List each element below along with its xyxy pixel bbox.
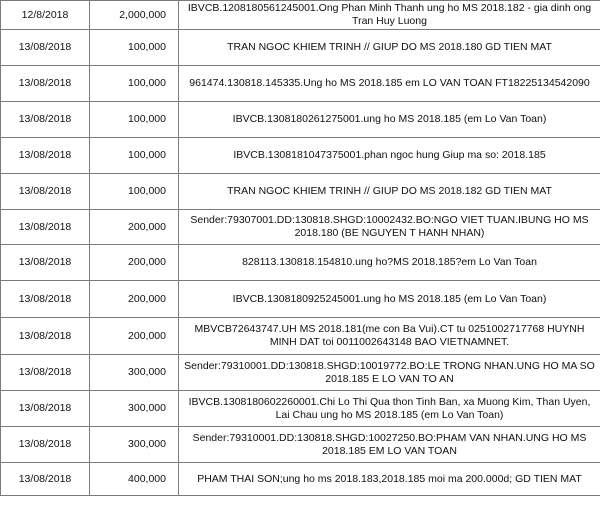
description-cell: Sender:79310001.DD:130818.SHGD:10019772.BO:LE TRONG NHAN.UNG HO MA SO 2018.185 E LO VAN TO AN bbox=[179, 355, 600, 391]
date-cell: 13/08/2018 bbox=[1, 463, 90, 496]
date-cell: 13/08/2018 bbox=[1, 355, 90, 391]
date-cell: 13/08/2018 bbox=[1, 210, 90, 245]
table-body bbox=[1, 1, 600, 496]
table-row bbox=[1, 318, 600, 355]
date-cell: 13/08/2018 bbox=[1, 245, 90, 281]
description-cell: TRAN NGOC KHIEM TRINH // GIUP DO MS 2018.180 GD TIEN MAT bbox=[179, 30, 600, 66]
date-cell: 13/08/2018 bbox=[1, 66, 90, 102]
amount-cell: 200,000 bbox=[90, 210, 179, 245]
table-row bbox=[1, 281, 600, 318]
date-cell: 13/08/2018 bbox=[1, 138, 90, 174]
date-cell: 12/8/2018 bbox=[1, 1, 90, 30]
table-row bbox=[1, 102, 600, 138]
amount-cell: 200,000 bbox=[90, 281, 179, 318]
date-cell: 13/08/2018 bbox=[1, 427, 90, 463]
description-cell: TRAN NGOC KHIEM TRINH // GIUP DO MS 2018.182 GD TIEN MAT bbox=[179, 174, 600, 210]
description-cell: Sender:79310001.DD:130818.SHGD:10027250.BO:PHAM VAN NHAN.UNG HO MS 2018.185 EM LO VAN TOAN bbox=[179, 427, 600, 463]
description-cell: IBVCB.1308180602260001.Chi Lo Thi Qua thon Tinh Ban, xa Muong Kim, Than Uyen, Lai Chau ung ho MS 2018.185 (em Lo Van Toan) bbox=[179, 391, 600, 427]
amount-cell: 300,000 bbox=[90, 427, 179, 463]
amount-cell: 200,000 bbox=[90, 245, 179, 281]
amount-cell: 200,000 bbox=[90, 318, 179, 355]
table-row bbox=[1, 174, 600, 210]
description-cell: IBVCB.1308180925245001.ung ho MS 2018.185 (em Lo Van Toan) bbox=[179, 281, 600, 318]
table-row bbox=[1, 1, 600, 30]
table-row bbox=[1, 210, 600, 245]
date-cell: 13/08/2018 bbox=[1, 30, 90, 66]
table-row bbox=[1, 355, 600, 391]
amount-cell: 100,000 bbox=[90, 138, 179, 174]
amount-cell: 100,000 bbox=[90, 30, 179, 66]
date-cell: 13/08/2018 bbox=[1, 281, 90, 318]
table-row bbox=[1, 66, 600, 102]
amount-cell: 300,000 bbox=[90, 355, 179, 391]
amount-cell: 2,000,000 bbox=[90, 1, 179, 30]
amount-cell: 100,000 bbox=[90, 66, 179, 102]
description-cell: PHAM THAI SON;ung ho ms 2018.183,2018.185 moi ma 200.000d; GD TIEN MAT bbox=[179, 463, 600, 496]
description-cell: IBVCB.1208180561245001.Ong Phan Minh Thanh ung ho MS 2018.182 - gia dinh ong Tran Huy Luong bbox=[179, 1, 600, 30]
description-cell: MBVCB72643747.UH MS 2018.181(me con Ba Vui).CT tu 0251002717768 HUYNH MINH DAT toi 0011002643148 BAO VIETNAMNET. bbox=[179, 318, 600, 355]
date-cell: 13/08/2018 bbox=[1, 102, 90, 138]
amount-cell: 100,000 bbox=[90, 102, 179, 138]
amount-cell: 300,000 bbox=[90, 391, 179, 427]
table-row bbox=[1, 391, 600, 427]
table-row bbox=[1, 245, 600, 281]
table-row bbox=[1, 30, 600, 66]
table-row bbox=[1, 427, 600, 463]
date-cell: 13/08/2018 bbox=[1, 391, 90, 427]
amount-cell: 100,000 bbox=[90, 174, 179, 210]
amount-cell: 400,000 bbox=[90, 463, 179, 496]
description-cell: IBVCB.1308180261275001.ung ho MS 2018.185 (em Lo Van Toan) bbox=[179, 102, 600, 138]
description-cell: Sender:79307001.DD:130818.SHGD:10002432.BO:NGO VIET TUAN.IBUNG HO MS 2018.180 (BE NGUYEN T HANH NHAN) bbox=[179, 210, 600, 245]
table-row bbox=[1, 138, 600, 174]
date-cell: 13/08/2018 bbox=[1, 318, 90, 355]
date-cell: 13/08/2018 bbox=[1, 174, 90, 210]
description-cell: 961474.130818.145335.Ung ho MS 2018.185 em LO VAN TOAN FT18225134542090 bbox=[179, 66, 600, 102]
description-cell: IBVCB.1308181047375001.phan ngoc hung Giup ma so: 2018.185 bbox=[179, 138, 600, 174]
table-row bbox=[1, 463, 600, 496]
description-cell: 828113.130818.154810.ung ho?MS 2018.185?em Lo Van Toan bbox=[179, 245, 600, 281]
